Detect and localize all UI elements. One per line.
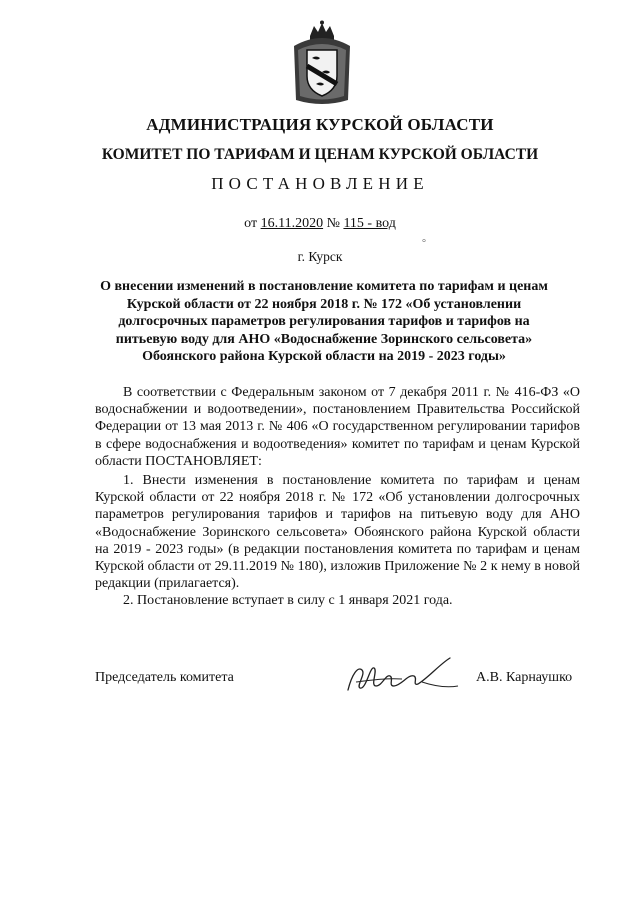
coat-of-arms-icon xyxy=(288,20,356,106)
city: г. Курск xyxy=(297,249,343,264)
handwritten-signature xyxy=(342,652,462,698)
document-title: О внесении изменений в постановление комитета по тарифам и ценам Курской области от 22 ноября 2018 г. № 172 «Об установлении долгосрочных параметров регулирования тарифов и тарифов на питьевую воду для АНО «Водоснабжение Зоринского сельсовета» Обоянского района Курской области на 2019 - 2023 годы» xyxy=(100,279,548,364)
paragraph-preamble: В соответствии с Федеральным законом от 7 декабря 2011 г. № 416-ФЗ «О водоснабжении и водоотведении», постановлением Правительства Российской Федерации от 13 мая 2013 г. № 406 «О государственном регулировании тарифов в сфере водоснабжения и водоотведения» комитет по тарифам и ценам Курской области ПОСТАНОВЛЯЕТ: xyxy=(95,385,580,469)
signer-position: Председатель комитета xyxy=(95,670,234,685)
date-prefix: от xyxy=(244,216,258,231)
document-date: 16.11.2020 xyxy=(260,216,324,231)
number-label: № xyxy=(326,216,340,231)
document-number: 115 - вод xyxy=(343,216,396,231)
signer-name: А.В. Карнаушко xyxy=(476,670,573,685)
document-body xyxy=(95,384,580,610)
paragraph-item-1: 1. Внести изменения в постановление комитета по тарифам и ценам Курской области от 22 ноября 2018 г. № 172 «Об установлении долгосрочных параметров регулирования тарифов и тарифов на питьевую воду для АНО «Водоснабжение Зоринского сельсовета» Обоянского района Курской области на 2019 - 2023 годы» (в редакции постановления комитета по тарифам и ценам Курской области от 29.11.2019 № 180), изложив Приложение № 2 к нему в новой редакции (прилагается). xyxy=(95,473,580,592)
paragraph-item-2: 2. Постановление вступает в силу с 1 января 2021 года. xyxy=(123,593,453,609)
org-heading: АДМИНИСТРАЦИЯ КУРСКОЙ ОБЛАСТИ xyxy=(146,115,494,134)
date-line xyxy=(0,216,640,232)
scan-mark: ° xyxy=(422,238,426,249)
committee-heading: КОМИТЕТ ПО ТАРИФАМ И ЦЕНАМ КУРСКОЙ ОБЛАСТИ xyxy=(101,146,539,163)
document-type: ПОСТАНОВЛЕНИЕ xyxy=(211,174,429,193)
